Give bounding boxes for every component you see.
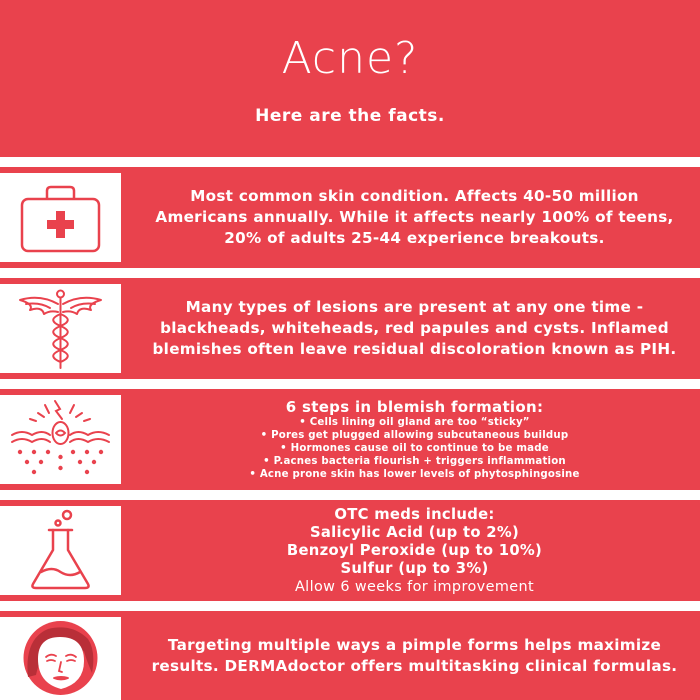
fact-text <box>135 278 694 379</box>
fact-line: 20% of adults 25-44 experience breakouts. <box>224 229 605 247</box>
fact-row-dermadoctor <box>0 611 700 700</box>
fact-row-lesions <box>0 278 700 379</box>
icon-box <box>0 617 121 700</box>
page-subtitle: Here are the facts. <box>255 106 445 126</box>
fact-line: Targeting multiple ways a pimple forms helps maximize <box>167 635 662 654</box>
caduceus-icon <box>0 284 121 373</box>
icon-box <box>0 284 121 373</box>
otc-heading: OTC meds include: <box>334 505 495 523</box>
woman-face-icon <box>0 617 121 700</box>
header-banner <box>0 0 700 157</box>
step-item: • Acne prone skin has lower levels of phytosphingosine <box>249 469 580 480</box>
step-item: • Hormones cause oil to continue to be made <box>280 443 549 454</box>
fact-line: Most common skin condition. Affects 40-50 million <box>190 187 639 205</box>
otc-note: Allow 6 weeks for improvement <box>294 578 535 595</box>
fact-text <box>135 389 694 490</box>
flask-icon <box>0 506 121 595</box>
fact-line: blemishes often leave residual discoloration known as PIH. <box>152 340 677 358</box>
icon-box <box>0 506 121 595</box>
icon-box <box>0 395 121 484</box>
skin-pore-icon <box>0 395 121 484</box>
fact-text <box>135 167 694 268</box>
otc-item: Benzoyl Peroxide (up to 10%) <box>286 541 543 559</box>
steps-heading: 6 steps in blemish formation: <box>285 398 544 416</box>
otc-item: Sulfur (up to 3%) <box>340 559 489 577</box>
otc-item: Salicylic Acid (up to 2%) <box>309 523 520 541</box>
fact-line: Americans annually. While it affects nearly 100% of teens, <box>155 208 674 226</box>
icon-box <box>0 173 121 262</box>
fact-row-prevalence <box>0 167 700 268</box>
fact-row-otc-meds <box>0 500 700 601</box>
page-title: Acne? <box>281 33 419 84</box>
step-item: • P.acnes bacteria flourish + triggers inflammation <box>263 456 566 467</box>
fact-line: Many types of lesions are present at any one time - <box>185 298 644 316</box>
fact-text <box>135 611 694 700</box>
fact-row-blemish-steps <box>0 389 700 490</box>
step-item: • Cells lining oil gland are too “sticky” <box>299 417 530 428</box>
fact-line: results. DERMAdoctor offers multitasking clinical formulas. <box>151 656 678 675</box>
first-aid-kit-icon <box>0 173 121 262</box>
fact-text <box>135 500 694 601</box>
step-item: • Pores get plugged allowing subcutaneous buildup <box>260 430 569 441</box>
fact-line: blackheads, whiteheads, red papules and cysts. Inflamed <box>160 319 669 337</box>
